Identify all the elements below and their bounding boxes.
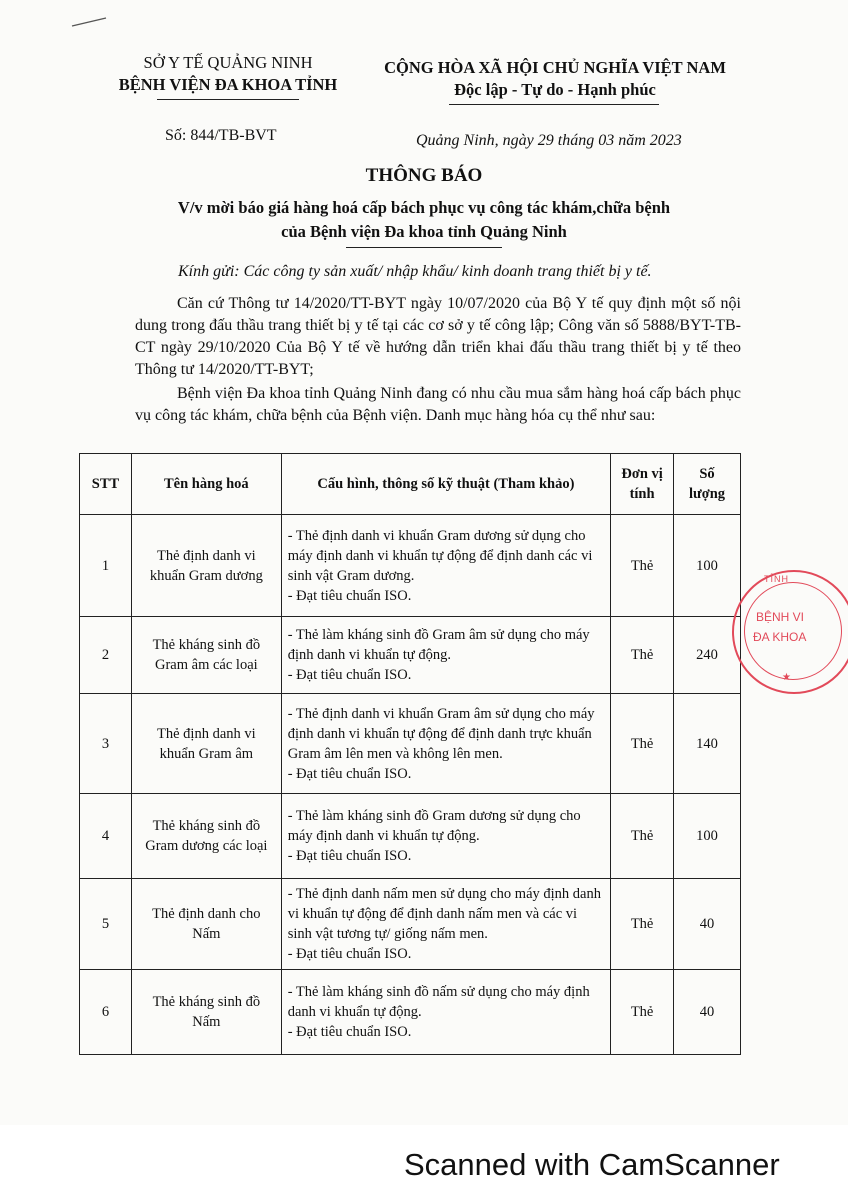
hospital-name: BỆNH VIỆN ĐA KHOA TỈNH — [118, 75, 338, 94]
header-qty: Số lượng — [674, 454, 741, 515]
stamp-star-icon: ★ — [782, 672, 791, 683]
motto: Độc lập - Tự do - Hạnh phúc — [454, 80, 656, 99]
subtitle-underline — [346, 247, 502, 248]
stamp-top-text: TỈNH — [764, 574, 789, 584]
recipient-line: Kính gửi: Các công ty sản xuất/ nhập khẩu/ kinh doanh trang thiết bị y tế. — [178, 263, 652, 280]
row-qty: 240 — [674, 617, 741, 694]
row-spec: - Thẻ làm kháng sinh đồ Gram dương sử dụng cho máy định danh vi khuẩn tự động. - Đạt tiêu chuẩn ISO. — [281, 794, 610, 879]
row-unit: Thẻ — [611, 970, 674, 1055]
document-title: THÔNG BÁO — [365, 165, 483, 186]
subtitle-line-1: V/v mời báo giá hàng hoá cấp bách phục vụ công tác khám,chữa bệnh — [177, 198, 671, 217]
agency-name: SỞ Y TẾ QUẢNG NINH — [143, 53, 313, 72]
row-unit: Thẻ — [611, 879, 674, 970]
row-stt: 6 — [80, 970, 132, 1055]
country-name: CỘNG HÒA XÃ HỘI CHỦ NGHĨA VIỆT NAM — [384, 58, 726, 77]
row-qty: 40 — [674, 879, 741, 970]
row-name: Thẻ định danh vi khuẩn Gram âm — [131, 694, 281, 794]
national-header — [370, 57, 740, 101]
table-row — [80, 794, 741, 879]
header-stt: STT — [80, 454, 132, 515]
header-spec: Cấu hình, thông số kỹ thuật (Tham khảo) — [281, 454, 610, 515]
row-unit: Thẻ — [611, 794, 674, 879]
row-qty: 40 — [674, 970, 741, 1055]
pen-mark-icon — [70, 14, 110, 30]
stamp-line-2: ĐA KHOA — [753, 630, 807, 644]
agency-underline — [157, 99, 299, 100]
camscanner-watermark: Scanned with CamScanner — [404, 1147, 780, 1182]
row-spec: - Thẻ định danh nấm men sử dụng cho máy định danh vi khuẩn tự động để định danh nấm men và các vi sinh vật tương tự/ giống nấm men. - Đạt tiêu chuẩn ISO. — [281, 879, 610, 970]
row-name: Thẻ định danh vi khuẩn Gram dương — [131, 515, 281, 617]
table-row — [80, 970, 741, 1055]
header-unit: Đơn vị tính — [611, 454, 674, 515]
row-stt: 3 — [80, 694, 132, 794]
row-spec: - Thẻ định danh vi khuẩn Gram âm sử dụng cho máy định danh vi khuẩn tự động để định danh trực khuẩn Gram âm lên men và không lên men. - Đạt tiêu chuẩn ISO. — [281, 694, 610, 794]
row-stt: 1 — [80, 515, 132, 617]
motto-underline — [449, 104, 659, 105]
row-name: Thẻ kháng sinh đồ Gram dương các loại — [131, 794, 281, 879]
table-row — [80, 617, 741, 694]
place-date: Quảng Ninh, ngày 29 tháng 03 năm 2023 — [416, 132, 682, 149]
row-stt: 2 — [80, 617, 132, 694]
table-header-row — [80, 454, 741, 515]
agency-header — [100, 52, 356, 96]
purchase-paragraph: Bệnh viện Đa khoa tỉnh Quảng Ninh đang có nhu cầu mua sắm hàng hoá cấp bách phục vụ công tác khám, chữa bệnh của Bệnh viện. Danh mục hàng hóa cụ thể như sau: — [135, 385, 741, 424]
row-name: Thẻ định danh cho Nấm — [131, 879, 281, 970]
row-unit: Thẻ — [611, 515, 674, 617]
row-spec: - Thẻ định danh vi khuẩn Gram dương sử dụng cho máy định danh vi khuẩn tự động để định danh các vi sinh vật Gram dương. - Đạt tiêu chuẩn ISO. — [281, 515, 610, 617]
row-name: Thẻ kháng sinh đồ Gram âm các loại — [131, 617, 281, 694]
document-number: Số: 844/TB-BVT — [165, 127, 277, 144]
items-table — [79, 453, 741, 1055]
row-spec: - Thẻ làm kháng sinh đồ nấm sử dụng cho máy định danh vi khuẩn tự động. - Đạt tiêu chuẩn ISO. — [281, 970, 610, 1055]
table-row — [80, 694, 741, 794]
row-unit: Thẻ — [611, 617, 674, 694]
row-name: Thẻ kháng sinh đồ Nấm — [131, 970, 281, 1055]
table-row — [80, 879, 741, 970]
row-spec: - Thẻ làm kháng sinh đồ Gram âm sử dụng cho máy định danh vi khuẩn tự động. - Đạt tiêu chuẩn ISO. — [281, 617, 610, 694]
row-qty: 140 — [674, 694, 741, 794]
row-qty: 100 — [674, 515, 741, 617]
row-unit: Thẻ — [611, 694, 674, 794]
stamp-line-1: BỆNH VI — [756, 610, 805, 624]
table-row — [80, 515, 741, 617]
row-stt: 5 — [80, 879, 132, 970]
row-qty: 100 — [674, 794, 741, 879]
row-stt: 4 — [80, 794, 132, 879]
legal-basis-paragraph: Căn cứ Thông tư 14/2020/TT-BYT ngày 10/07/2020 của Bộ Y tế quy định một số nội dung trong đấu thầu trang thiết bị y tế tại các cơ sở y tế công lập; Công văn số 5888/BYT-TB-CT ngày 29/10/2020 Của Bộ Y tế về hướng dẫn triển khai đấu thầu trang thiết bị y tế theo Thông tư 14/2020/TT-BYT; — [135, 295, 741, 378]
subtitle-line-2: của Bệnh viện Đa khoa tỉnh Quảng Ninh — [281, 222, 567, 241]
hospital-stamp — [732, 570, 848, 694]
header-name: Tên hàng hoá — [131, 454, 281, 515]
